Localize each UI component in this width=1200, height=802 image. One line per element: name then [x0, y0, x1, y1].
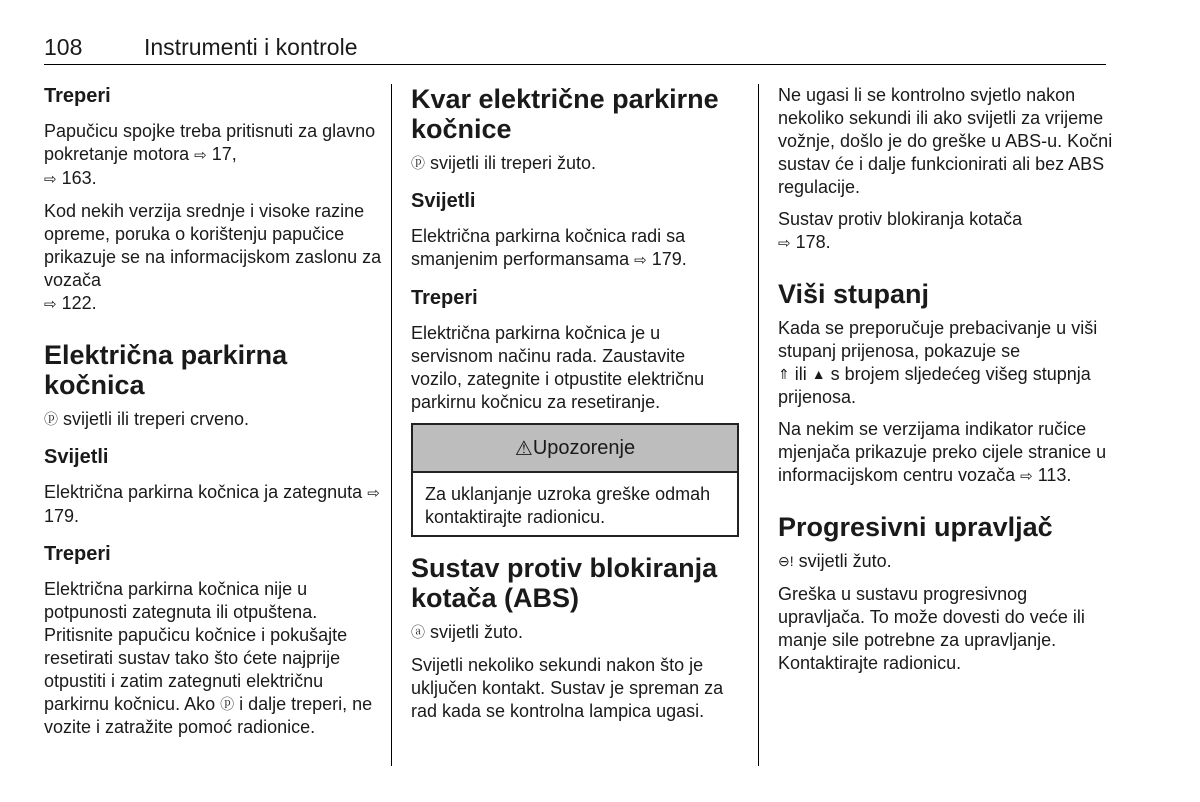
ref-arrow-icon: ⇨ — [634, 252, 647, 269]
warning-box — [411, 423, 739, 537]
abs-ref-paragraph — [778, 208, 1113, 255]
abs-indicator-line — [411, 621, 741, 644]
warning-title: Upozorenje — [532, 436, 636, 459]
parking-brake-icon: ⓟ — [44, 411, 58, 427]
heading-epb-fault: Kvar električne parkirne kočnice — [411, 84, 719, 144]
text: ili — [789, 364, 812, 384]
gear-indicator-paragraph — [778, 418, 1113, 488]
subheading-svijetli: Svijetli — [44, 446, 109, 468]
text: Kada se preporučuje prebacivanje u viši stupanj prijenosa, pokazuje se — [778, 318, 1098, 361]
subheading-treperi-2: Treperi — [44, 543, 111, 565]
warning-text: Za uklanjanje uzroka greške odmah kontaktirajte radionicu. — [425, 484, 711, 527]
text: Električna parkirna kočnica ja zategnuta — [44, 482, 368, 502]
clutch-info-paragraph — [44, 200, 384, 316]
column-2 — [411, 84, 741, 732]
page-ref: 17, — [211, 144, 237, 164]
text: svijetli žuto. — [425, 622, 524, 642]
running-title: Instrumenti i kontrole — [144, 34, 358, 60]
ref-arrow-icon: ⇨ — [194, 147, 207, 164]
column-divider-2 — [758, 84, 759, 766]
parking-brake-fault-icon: ⓟ — [411, 155, 425, 171]
abs-fault-paragraph: Ne ugasi li se kontrolno svjetlo nakon nekoliko sekundi ili ako svijetli za vrijeme vožnje, došlo je do greške u ABS-u. Kočni sustav će i dalje funkcionirati ali bez ABS regulacije. — [778, 85, 1113, 197]
steering-indicator-line — [778, 550, 1113, 573]
subheading-svijetli: Svijetli — [411, 190, 476, 212]
ref-arrow-icon: ⇨ — [778, 235, 791, 252]
text: Na nekim se verzijama indikator ručice mjenjača prikazuje preko cijele stranice u informacijskom centru vozača — [778, 419, 1107, 485]
abs-icon: ⓐ — [411, 624, 425, 640]
page-number: 108 — [44, 34, 83, 60]
heading-progressive-steering: Progresivni upravljač — [778, 512, 1053, 542]
page-ref: 179. — [651, 249, 687, 269]
upshift-paragraph — [778, 317, 1113, 409]
abs-paragraph: Svijetli nekoliko sekundi nakon što je uključen kontakt. Sustav je spreman za rad kada se kontrolna lampica ugasi. — [411, 655, 724, 721]
steering-paragraph: Greška u sustavu progresivnog upravljača. To može dovesti do veće ili manje sile potrebne za upravljanje. Kontaktirajte radionicu. — [778, 584, 1085, 673]
ref-arrow-icon: ⇨ — [44, 171, 57, 188]
page-ref: 122. — [61, 293, 97, 313]
column-3 — [778, 84, 1113, 684]
page-header — [44, 34, 1106, 64]
ref-arrow-icon: ⇨ — [367, 485, 380, 502]
heading-epb: Električna parkirna kočnica — [44, 340, 288, 400]
triangle-up-icon: ▲ — [811, 366, 826, 382]
text: svijetli ili treperi žuto. — [425, 153, 597, 173]
page-ref: 178. — [795, 232, 831, 252]
warning-header — [413, 425, 737, 473]
fault-on-paragraph — [411, 225, 741, 272]
steering-warning-icon: ⊖! — [778, 553, 794, 569]
epb-indicator-line — [44, 408, 384, 431]
page-ref: 163. — [61, 168, 97, 188]
text: i dalje treperi, ne vozite i zatražite pomoć radionice. — [44, 694, 373, 737]
text: Kod nekih verzija srednje i visoke razine opreme, poruka o korištenju papučice prikazuje se na informacijskom zaslonu za vozača — [44, 201, 382, 290]
text: svijetli žuto. — [793, 551, 892, 571]
text: s brojem sljedećeg višeg stupnja prijenosa. — [778, 364, 1091, 407]
page-ref: 179. — [44, 506, 80, 526]
fault-flash-paragraph: Električna parkirna kočnica je u servisnom načinu rada. Zaustavite vozilo, zategnite i otpustite električnu parkirnu kočnicu za resetiranje. — [411, 323, 705, 412]
warning-triangle-icon: ⚠ — [514, 437, 533, 460]
page-ref: 113. — [1037, 465, 1072, 485]
subheading-treperi: Treperi — [411, 287, 478, 309]
fault-indicator-line — [411, 152, 741, 175]
heading-upshift: Viši stupanj — [778, 279, 930, 309]
shift-up-icon: ⇑ — [778, 366, 790, 382]
subheading-treperi-1: Treperi — [44, 85, 111, 107]
heading-abs: Sustav protiv blokiranja kotača (ABS) — [411, 553, 718, 613]
ref-arrow-icon: ⇨ — [1020, 468, 1033, 485]
ref-arrow-icon: ⇨ — [44, 296, 57, 313]
parking-brake-icon: ⓟ — [220, 696, 235, 712]
text: Sustav protiv blokiranja kotača — [778, 209, 1023, 229]
text: Papučicu spojke treba pritisnuti za glavno pokretanje motora — [44, 121, 376, 164]
text: Električna parkirna kočnica radi sa smanjenim performansama — [411, 226, 686, 269]
column-divider-1 — [391, 84, 392, 766]
epb-flash-paragraph — [44, 578, 384, 739]
column-1 — [44, 84, 384, 748]
header-rule — [44, 64, 1106, 65]
clutch-paragraph — [44, 120, 384, 191]
epb-on-paragraph — [44, 481, 384, 528]
text: Električna parkirna kočnica nije u potpunosti zategnuta ili otpuštena. Pritisnite papučicu kočnice i pokušajte resetirati sustav tako što ćete najprije otpustiti i zatim zategnuti električnu parkirnu kočnicu. Ako — [44, 579, 348, 714]
text: svijetli ili treperi crveno. — [58, 409, 250, 429]
